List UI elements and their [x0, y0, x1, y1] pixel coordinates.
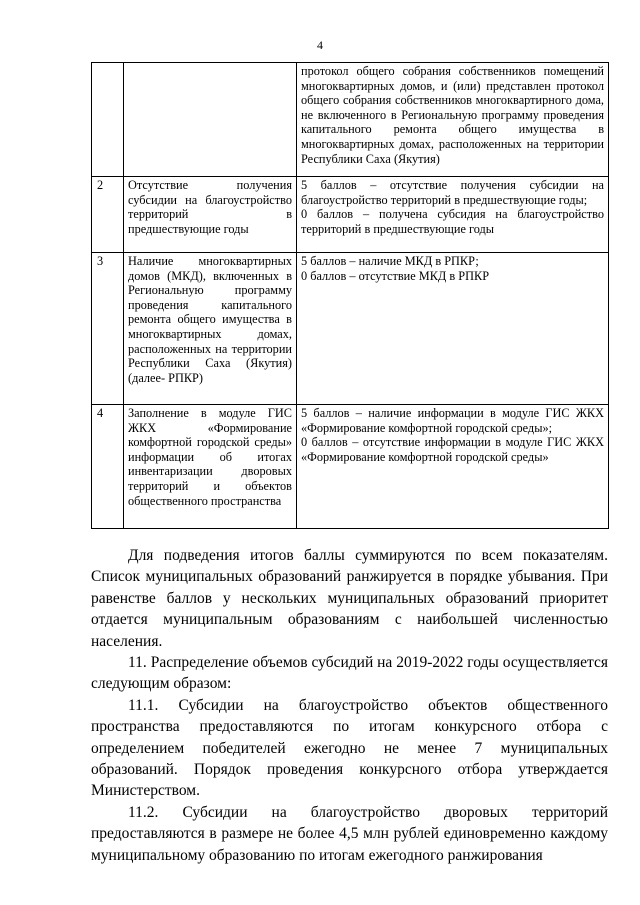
criteria-table — [91, 62, 609, 529]
scoring-line: 0 баллов – отсутствие информации в модуле ГИС ЖКХ «Формирование комфортной городской среды» — [301, 435, 604, 464]
table-row — [92, 63, 609, 177]
scoring-line: 5 баллов – наличие информации в модуле ГИС ЖКХ «Формирование комфортной городской среды»; — [301, 406, 604, 435]
row-number: 2 — [92, 177, 124, 253]
criterion-name — [124, 63, 297, 177]
criterion-name: Заполнение в модуле ГИС ЖКХ «Формирование комфортной городской среды» информации об итогах инвентаризации дворовых территорий и объектов общественного пространства — [124, 405, 297, 529]
table-row — [92, 177, 609, 253]
scoring-line: 0 баллов – отсутствие МКД в РПКР — [301, 268, 490, 283]
scoring-line: 5 баллов – отсутствие получения субсидии на благоустройство территорий в предшествующие годы; — [301, 178, 604, 207]
paragraph-item-11-1: 11.1. Субсидии на благоустройство объектов общественного пространства предоставляются по итогам конкурсного отбора с определением победителей ежегодно не менее 7 муниципальных образований. Порядок проведения конкурсного отбора утверждается Министерством. — [91, 696, 608, 800]
row-number: 4 — [92, 405, 124, 529]
table-row — [92, 253, 609, 405]
table-row — [92, 405, 609, 529]
scoring-line: 5 баллов – наличие МКД в РПКР; — [301, 254, 479, 268]
criterion-scoring: протокол общего собрания собственников помещений многоквартирных домов, и (или) представлен протокол общего собрания собственников многоквартирного дома, не включенного в Региональную программу проведения капитального ремонта общего имущества в многоквартирных домах, расположенных на территории Республики Саха (Якутия) — [297, 63, 609, 177]
row-number: 3 — [92, 253, 124, 405]
page-number: 4 — [317, 38, 323, 52]
paragraph-item-11-2: 11.2. Субсидии на благоустройство дворовых территорий предоставляются в размере не более 4,5 млн рублей единовременно каждому муниципальному образованию по итогам ежегодного ранжирования — [91, 803, 608, 864]
criterion-name: Наличие многоквартирных домов (МКД), включенных в Региональную программу проведения капитального ремонта общего имущества в многоквартирных домах, расположенных на территории Республики Саха (Якутия) (далее- РПКР) — [124, 253, 297, 405]
criterion-scoring — [297, 405, 609, 529]
paragraph-item-11: 11. Распределение объемов субсидий на 2019-2022 годы осуществляется следующим образом: — [91, 654, 608, 693]
criterion-scoring — [297, 253, 609, 405]
scoring-line: 0 баллов – получена субсидия на благоустройство территорий в предшествующие годы — [301, 207, 604, 236]
criterion-name: Отсутствие получения субсидии на благоустройство территорий в предшествующие годы — [124, 177, 297, 253]
body-text — [91, 545, 608, 866]
criterion-scoring — [297, 177, 609, 253]
row-number — [92, 63, 124, 177]
paragraph-ranking: Для подведения итогов баллы суммируются по всем показателям. Список муниципальных образований ранжируется в порядке убывания. При равенстве баллов у нескольких муниципальных образований приоритет отдается муниципальным образованиям с наибольшей численностью населения. — [91, 547, 608, 650]
